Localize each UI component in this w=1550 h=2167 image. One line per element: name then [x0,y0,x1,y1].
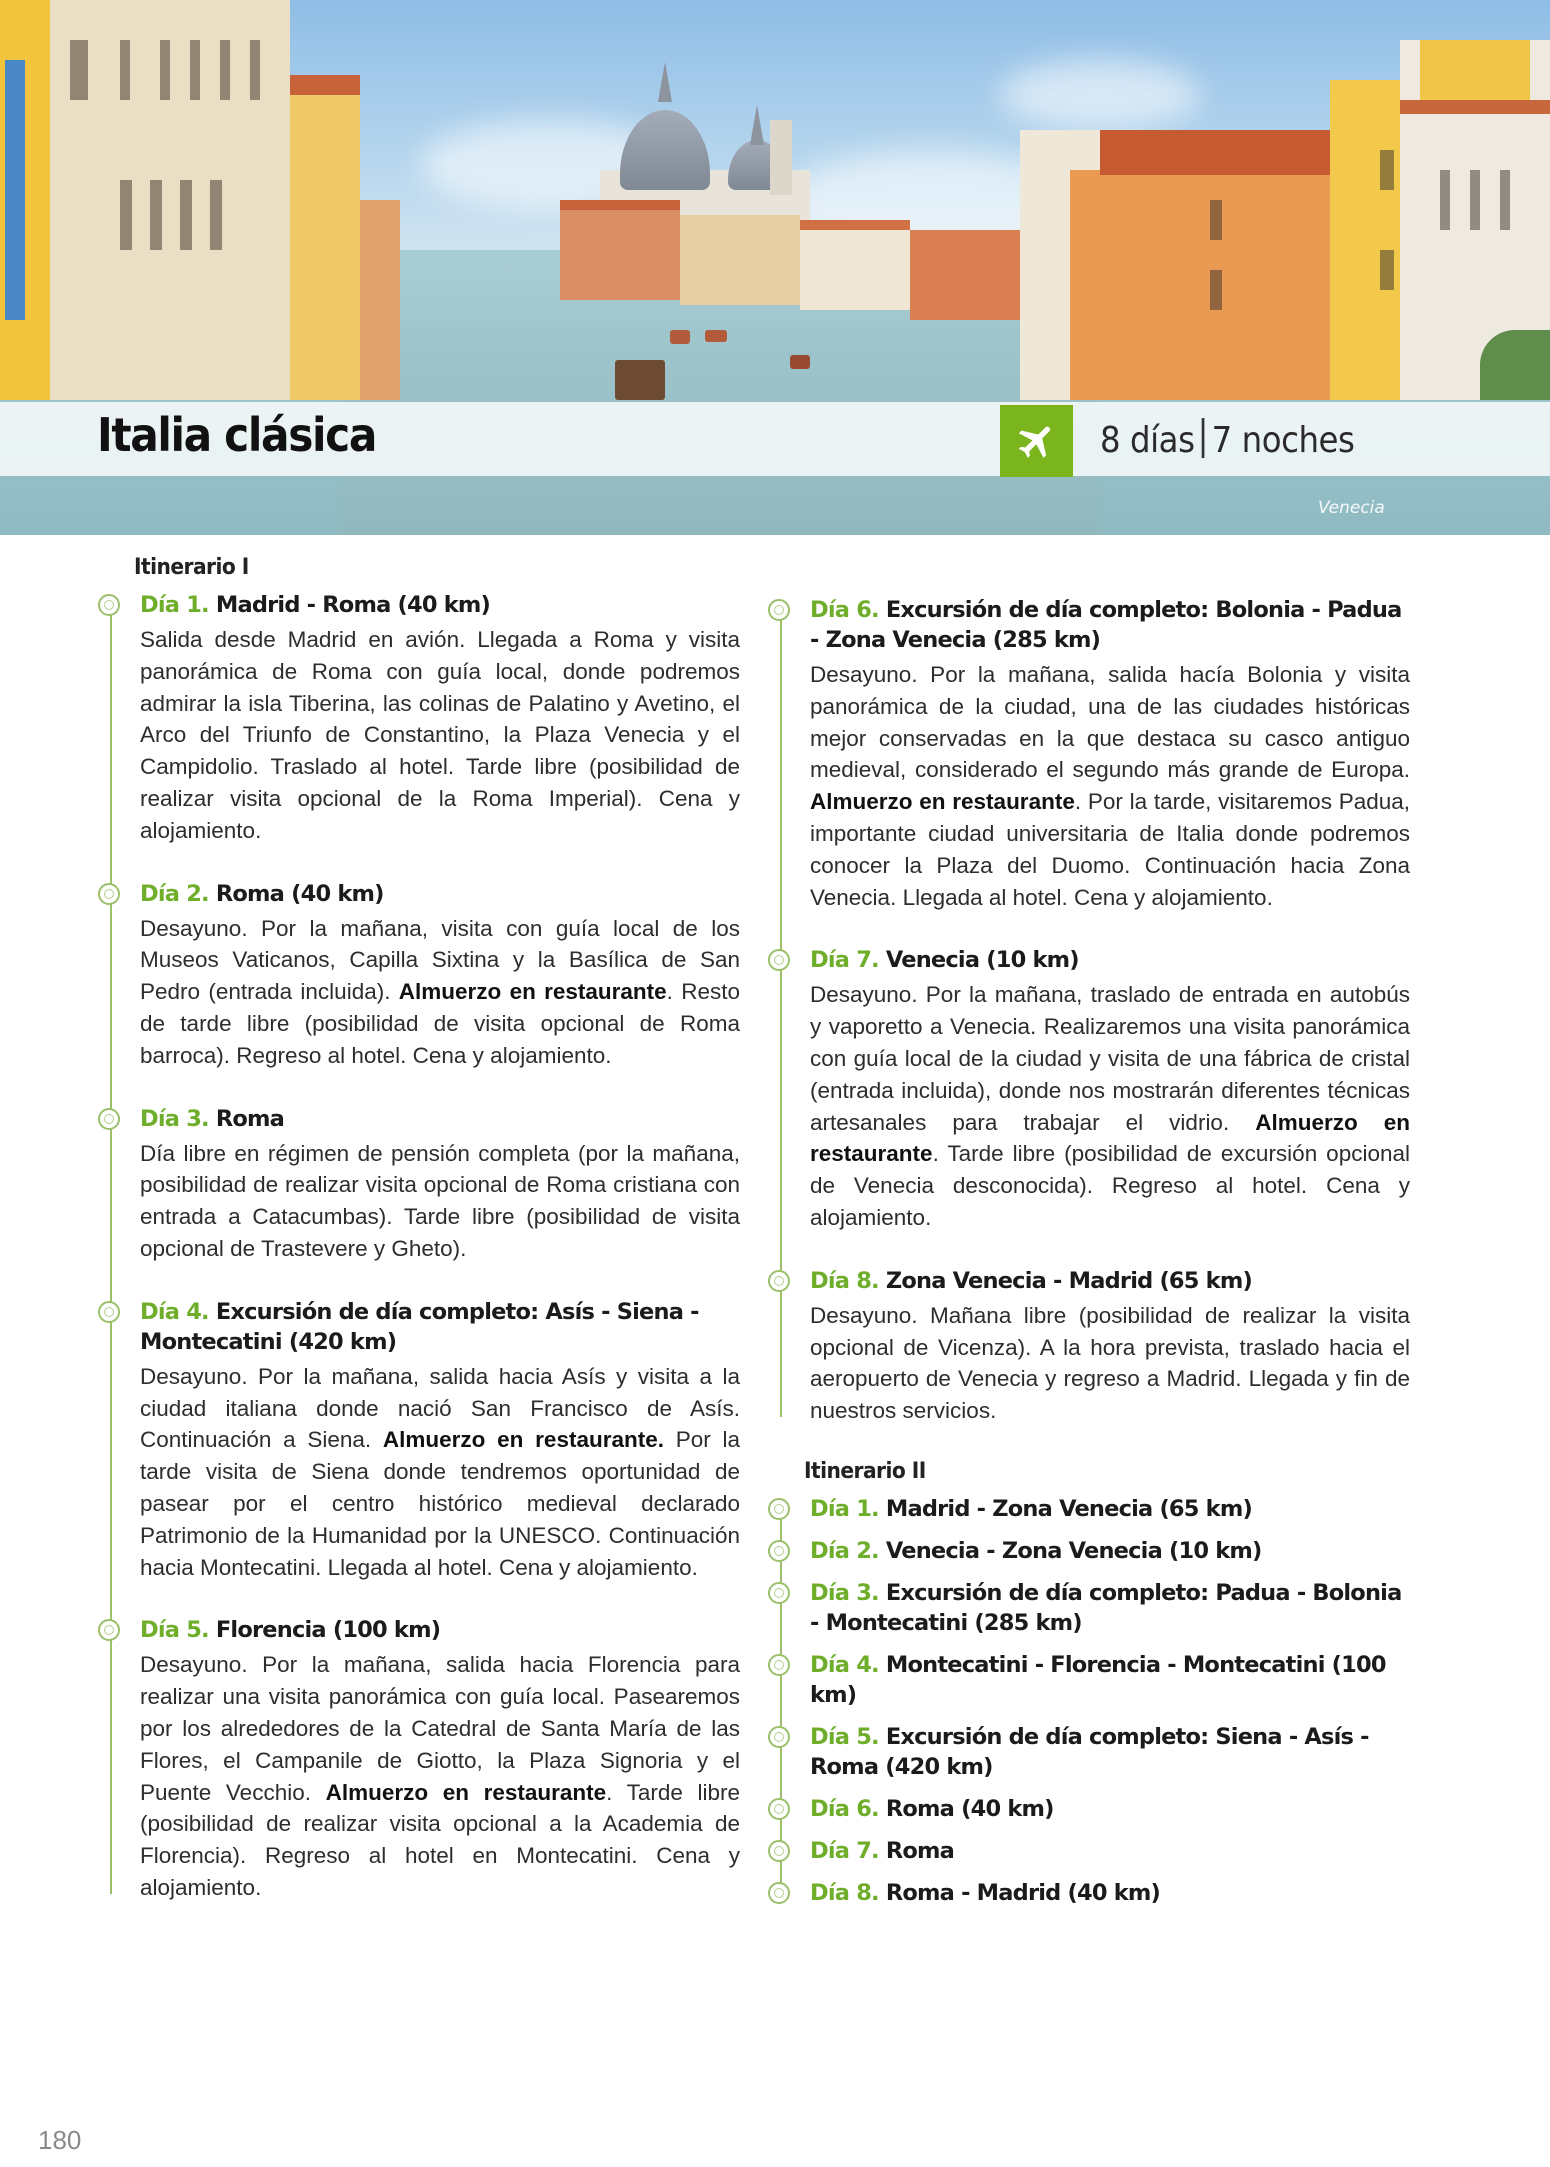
itinerary-day [100,1104,740,1265]
day-description [810,1300,1410,1427]
day-number: Día 7. [810,947,879,974]
itinerary-day [100,1615,740,1903]
day-number: Día 1. [140,592,209,618]
day-title: Venecia - Zona Venecia (10 km) [885,1537,1262,1564]
itinerary-day [770,1536,1410,1566]
day-number: Día 2. [140,880,209,907]
page-title: Italia clásica [97,408,377,462]
description-text: Desayuno. Por la mañana, traslado de entrada en autobús y vaporetto a Venecia. Realizaremos una visita panorámica con guía local de la ciudad y visita de una fábrica de cristal (entrada incluida), donde nos mostrarán diferentes técnicas artesanales para trabajar el vidrio. [810,982,1410,1135]
day-title: Zona Venecia - Madrid (65 km) [885,1267,1252,1294]
itinerary-day [770,1794,1410,1824]
description-text: Día libre en régimen de pensión completa (por la mañana, posibilidad de realizar visita opcional de Roma cristiana con entrada a Catacumbas). Tarde libre (posibilidad de visita opcional de Trastevere y Gheto). [140,1140,740,1261]
day-title: Roma [885,1837,955,1864]
timeline-marker-icon [98,594,120,616]
meal-highlight: Almuerzo en restaurante. [382,1427,664,1453]
day-title: Excursión de día completo: Bolonia - Padua - Zona Venecia (285 km) [810,597,1402,653]
day-description [810,979,1410,1233]
day-heading [810,1494,1410,1524]
timeline-marker-icon [768,1882,790,1904]
timeline-marker-icon [768,599,790,621]
timeline-marker-icon [768,1540,790,1562]
day-heading [810,1722,1410,1782]
day-description [140,1138,740,1265]
itinerary-1-left-column [100,555,740,1936]
description-text: Desayuno. Por la mañana, visita con guía local de los Museos Vaticanos, Capilla Sixtina y la Basílica de San Pedro (entrada incluida). [140,915,740,1005]
itinerary-day [100,590,740,847]
itinerary-day [770,1494,1410,1524]
day-number: Día 8. [810,1267,879,1294]
day-number: Día 6. [810,597,879,623]
itinerary-2 [770,1459,1410,1908]
day-title: Roma [215,1105,285,1132]
day-heading [810,1578,1410,1638]
day-heading [810,1794,1410,1824]
itinerary-day [770,1650,1410,1710]
timeline-marker-icon [768,1798,790,1820]
day-heading [810,1266,1410,1296]
day-number: Día 3. [140,1105,209,1132]
itinerary-day [770,595,1410,913]
description-text: . Por la tarde, visitaremos Padua, importante ciudad universitaria de Italia donde podremos conocer la Plaza del Duomo. Continuación hacia Zona Venecia. Llegada al hotel. Cena y alojamiento. [810,789,1411,910]
description-text: Salida desde Madrid en avión. Llegada a Roma y visita panorámica de Roma con guía local, donde podremos admirar la isla Tiberina, las colinas de Palatino y Avetino, el Arco del Triunfo de Constantino, la Plaza Venecia y el Campidolio. Traslado al hotel. Tarde libre (posibilidad de realizar visita opcional de la Roma Imperial). Cena y alojamiento. [140,627,740,843]
itinerary-day [100,879,740,1072]
day-title: Excursión de día completo: Siena - Asís - Roma (420 km) [810,1723,1369,1780]
day-heading [140,590,740,620]
day-number: Día 4. [810,1651,879,1678]
day-number: Día 2. [810,1537,879,1564]
day-number: Día 5. [810,1723,879,1750]
timeline-marker-icon [98,1108,120,1130]
meal-highlight: Almuerzo en restaurante [810,789,1075,815]
description-text: Desayuno. Por la mañana, salida hacia Florencia para realizar una visita panorámica con guía local. Pasearemos por los alrededores de la Catedral de Santa María de las Flores, el Campanile de Giotto, la Plaza Signoria y el Puente Vecchio. [140,1652,740,1805]
day-title: Excursión de día completo: Asís - Siena - Montecatini (420 km) [140,1298,699,1355]
day-heading [140,1297,740,1357]
description-text: . Resto de tarde libre (posibilidad de visita opcional de Roma barroca). Regreso al hotel. Cena y alojamiento. [140,979,740,1068]
meal-highlight: Almuerzo en restaurante [398,979,667,1005]
day-title: Montecatini - Florencia - Montecatini (100 km) [810,1651,1386,1708]
description-text: Por la tarde visita de Siena donde tendremos oportunidad de pasear por el centro histórico medieval declarado Patrimonio de la Humanidad por la UNESCO. Continuación hacia Montecatini. Llegada al hotel. Cena y alojamiento. [140,1427,741,1580]
day-heading [140,1104,740,1134]
day-number: Día 1. [810,1495,879,1522]
day-number: Día 5. [140,1617,209,1644]
day-title: Venecia (10 km) [885,947,1079,974]
description-text: Desayuno. Por la mañana, salida hacia Asís y visita a la ciudad italiana donde nació San Francisco de Asís. Continuación a Siena. [140,1363,740,1453]
itinerary-2-label: Itinerario II [804,1458,926,1484]
page-number: 180 [38,2125,82,2155]
day-number: Día 6. [810,1795,879,1822]
itinerary-1-label: Itinerario I [134,555,249,580]
itinerary-1-timeline-continued [770,595,1410,1427]
day-title: Excursión de día completo: Padua - Bolonia - Montecatini (285 km) [810,1579,1402,1636]
description-text: . Tarde libre (posibilidad de realizar visita opcional a la Academia de Florencia). Regreso al hotel en Montecatini. Cena y alojamiento. [140,1779,741,1900]
itinerary-day [770,1722,1410,1782]
timeline-marker-icon [768,1726,790,1748]
day-number: Día 4. [140,1298,209,1325]
photo-caption: Venecia [1318,498,1385,518]
itinerary-2-timeline [770,1494,1410,1908]
day-heading [140,1615,740,1645]
day-description [140,1361,740,1584]
timeline-marker-icon [98,1301,120,1323]
timeline-marker-icon [98,1619,120,1641]
day-heading [810,1650,1410,1710]
plane-icon [1015,419,1059,463]
day-description [810,659,1410,913]
itinerary-day [770,1578,1410,1638]
itinerary-day [100,1297,740,1584]
day-number: Día 3. [810,1579,879,1606]
timeline-marker-icon [768,1654,790,1676]
timeline-marker-icon [768,1582,790,1604]
itinerary-day [770,1878,1410,1908]
timeline-marker-icon [768,949,790,971]
day-description [140,913,740,1072]
day-heading [810,595,1410,655]
day-heading [810,1878,1410,1908]
day-title: Madrid - Zona Venecia (65 km) [885,1495,1252,1522]
itinerary-right-column [770,595,1410,1920]
duration-nights: 7 noches [1211,420,1355,461]
meal-highlight: Almuerzo en restaurante [325,1779,607,1805]
day-title: Roma (40 km) [215,880,384,907]
itinerary-1-timeline [100,590,740,1904]
day-title: Florencia (100 km) [215,1617,441,1644]
timeline-marker-icon [98,883,120,905]
day-title: Roma - Madrid (40 km) [885,1879,1161,1906]
day-number: Día 7. [810,1837,879,1864]
flight-badge [1000,405,1073,477]
meal-highlight: Almuerzo en restaurante [810,1109,1410,1167]
day-description [140,624,740,847]
timeline-marker-icon [768,1840,790,1862]
description-text: Desayuno. Mañana libre (posibilidad de realizar la visita opcional de Vicenza). A la hora prevista, traslado hacia el aeropuerto de Venecia y regreso a Madrid. Llegada y fin de nuestros servicios. [810,1302,1410,1424]
itinerary-day [770,945,1410,1233]
day-heading [810,1536,1410,1566]
duration-separator [1202,418,1205,458]
day-description [140,1649,740,1903]
timeline-marker-icon [768,1270,790,1292]
duration-days: 8 días [1100,420,1195,461]
timeline-marker-icon [768,1498,790,1520]
itinerary-day [770,1836,1410,1866]
description-text: Desayuno. Por la mañana, salida hacía Bolonia y visita panorámica de la ciudad, una de las ciudades históricas mejor conservadas en la que destaca su casco antiguo medieval, considerado el segundo más grande de Europa. [810,662,1410,783]
itinerary-day [770,1266,1410,1427]
day-title: Roma (40 km) [885,1795,1054,1822]
day-number: Día 8. [810,1879,879,1906]
day-title: Madrid - Roma (40 km) [215,592,491,618]
trip-duration [1100,418,1354,461]
day-heading [140,879,740,909]
day-heading [810,945,1410,975]
description-text: . Tarde libre (posibilidad de excursión opcional de Venecia desconocida). Regreso al hotel. Cena y alojamiento. [810,1141,1410,1230]
day-heading [810,1836,1410,1866]
